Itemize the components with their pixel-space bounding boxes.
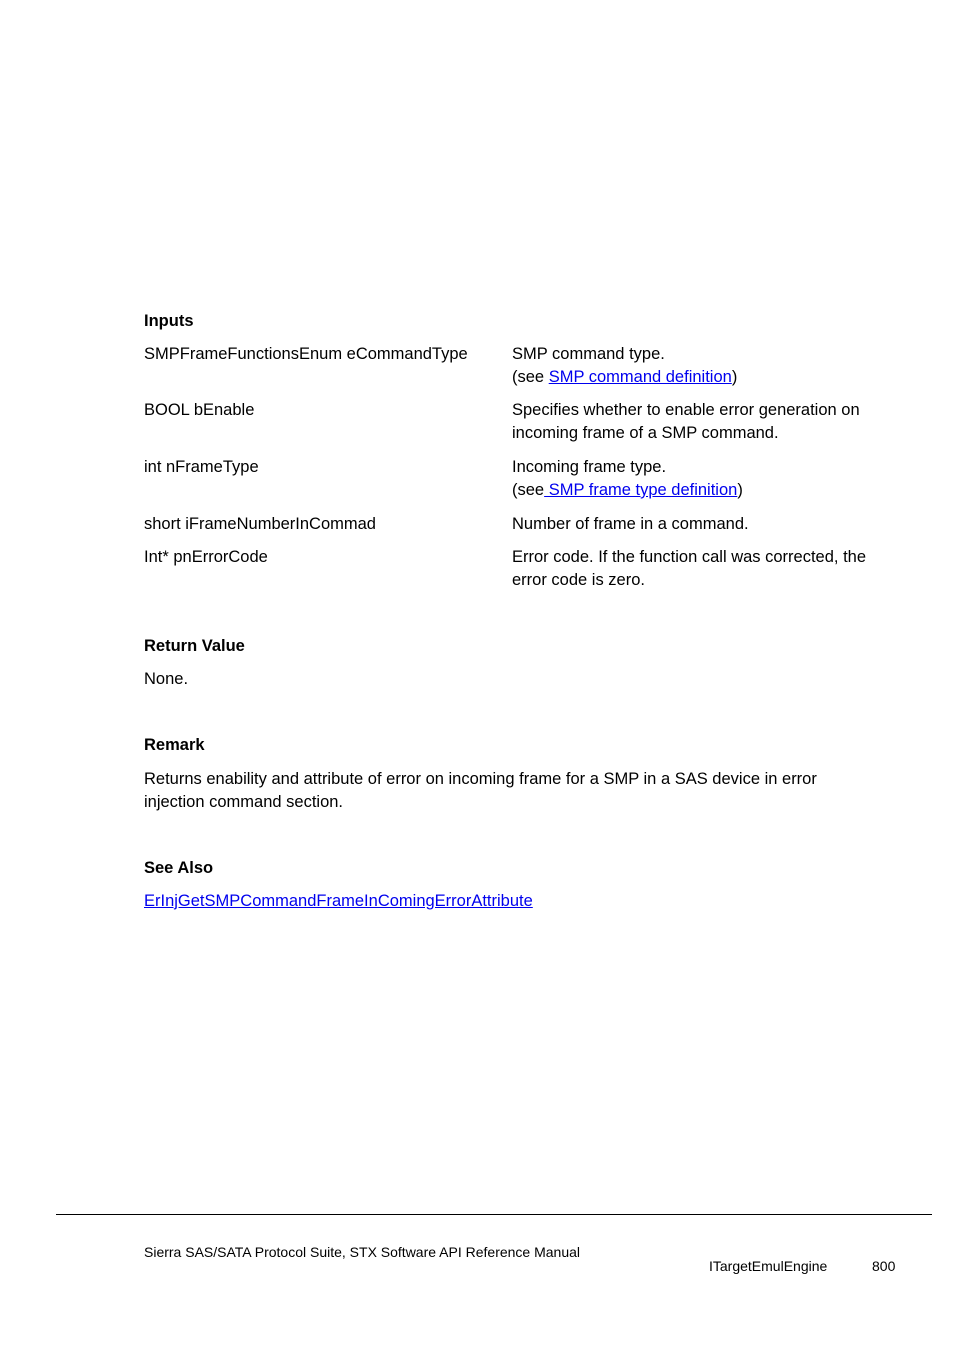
- remark-heading: Remark: [144, 736, 205, 754]
- remark-text: [144, 768, 904, 814]
- param-name: Int* pnErrorCode: [144, 548, 268, 566]
- param-description: [512, 546, 904, 592]
- param-description: [512, 399, 904, 445]
- smp-frame-type-definition-link[interactable]: SMP frame type definition: [544, 481, 738, 499]
- param-desc-line: Specifies whether to enable error generation on: [512, 401, 860, 419]
- param-see-line: [512, 366, 904, 389]
- param-desc-line: incoming frame of a SMP command.: [512, 424, 779, 442]
- param-description: [512, 513, 904, 536]
- param-description: [512, 456, 904, 502]
- param-name: BOOL bEnable: [144, 401, 255, 419]
- param-desc-line: SMP command type.: [512, 345, 665, 363]
- param-row-pnerrorcode: [144, 546, 904, 592]
- return-value-heading: Return Value: [144, 637, 245, 655]
- see-suffix: ): [731, 368, 738, 386]
- param-desc-line: error code is zero.: [512, 571, 645, 589]
- param-see-line: [512, 479, 904, 502]
- footer-manual-title: Sierra SAS/SATA Protocol Suite, STX Software API Reference Manual: [144, 1244, 581, 1260]
- param-row-nframetype: [144, 456, 904, 502]
- remark-line: Returns enability and attribute of error on incoming frame for a SMP in a SAS device in error: [144, 770, 817, 788]
- see-also-body: [144, 890, 904, 913]
- remark-line: injection command section.: [144, 793, 344, 811]
- see-prefix: (see: [512, 368, 549, 386]
- inputs-heading: Inputs: [144, 312, 194, 330]
- see-prefix: (see: [512, 481, 545, 499]
- param-desc-line: Incoming frame type.: [512, 458, 667, 476]
- param-name: SMPFrameFunctionsEnum eCommandType: [144, 345, 468, 363]
- return-value-text: None.: [144, 670, 189, 688]
- param-name: int nFrameType: [144, 458, 259, 476]
- param-desc-line: Number of frame in a command.: [512, 515, 749, 533]
- param-name: short iFrameNumberInCommad: [144, 515, 376, 533]
- see-also-heading: See Also: [144, 859, 214, 877]
- param-row-ecommandtype: [144, 343, 904, 389]
- see-also-link[interactable]: ErInjGetSMPCommandFrameInComingErrorAttribute: [144, 892, 533, 910]
- param-row-benable: [144, 399, 904, 445]
- footer-section-name: ITargetEmulEngine: [709, 1258, 828, 1274]
- param-description: [512, 343, 904, 389]
- smp-command-definition-link[interactable]: SMP command definition: [548, 368, 732, 386]
- footer-divider: [56, 1214, 932, 1215]
- see-suffix: ): [737, 481, 743, 499]
- param-row-iframenumberincommad: [144, 513, 904, 536]
- param-desc-line: Error code. If the function call was corrected, the: [512, 548, 867, 566]
- footer-page-number: 800: [872, 1258, 896, 1274]
